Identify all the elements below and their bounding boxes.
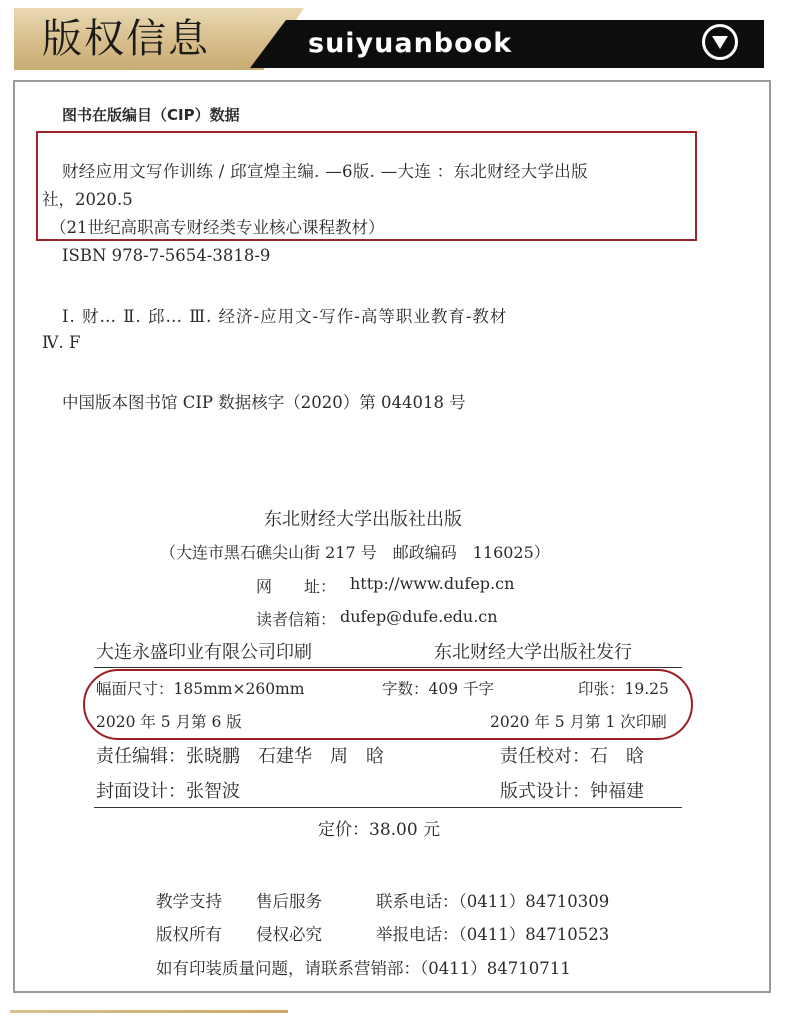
edition: 2020 年 5 月第 6 版 (96, 713, 242, 731)
page-title: 版权信息 (42, 16, 210, 62)
contact-phone-report: 举报电话：（0411）84710523 (376, 925, 610, 944)
distributor: 东北财经大学出版社发行 (434, 642, 632, 663)
word-count: 字数：409 千字 (382, 680, 495, 698)
contact-phone-support: 联系电话：（0411）84710309 (376, 892, 610, 911)
footer-accent-line (10, 1010, 288, 1013)
cip-heading: 图书在版编目（CIP）数据 (62, 106, 240, 124)
cip-title-line2: 社，2020.5 (42, 190, 133, 209)
contact-row1-a: 教学支持 (156, 892, 222, 911)
price: 定价：38.00 元 (318, 820, 441, 840)
responsible-editor: 责任编辑：张晓鹏 石建华 周 晗 (96, 746, 384, 767)
cip-title-line1: 财经应用文写作训练 / 邱宣煌主编. —6版. —大连 ：东北财经大学出版 (62, 162, 588, 181)
contact-row2-a: 版权所有 (156, 925, 222, 944)
cip-verify: 中国版本图书馆 CIP 数据核字（2020）第 044018 号 (62, 393, 466, 412)
dropdown-button[interactable] (702, 24, 738, 60)
contact-quality: 如有印装质量问题，请联系营销部：（0411）84710711 (156, 959, 571, 978)
printer: 大连永盛印业有限公司印刷 (96, 642, 312, 663)
classification-line1: Ⅰ. 财… Ⅱ. 邱… Ⅲ. 经济-应用文-写作-高等职业教育-教材 (62, 307, 508, 326)
cip-highlight-box (36, 131, 697, 241)
format-size: 幅面尺寸：185mm×260mm (96, 680, 305, 698)
classification-line2: Ⅳ. F (42, 333, 81, 352)
printing: 2020 年 5 月第 1 次印刷 (490, 713, 667, 731)
email-label: 读者信箱： (256, 610, 337, 629)
proofreader: 责任校对：石 晗 (500, 746, 644, 767)
contact-row1-b: 售后服务 (256, 892, 322, 911)
email-link[interactable]: dufep@dufe.edu.cn (340, 607, 498, 626)
layout-designer: 版式设计：钟福建 (500, 781, 644, 802)
cover-designer: 封面设计：张智波 (96, 781, 240, 802)
brand-name: suiyuanbook (308, 28, 513, 59)
cip-series: （21世纪高职高专财经类专业核心课程教材） (50, 218, 385, 237)
divider-bottom (94, 807, 682, 808)
contact-row2-b: 侵权必究 (256, 925, 322, 944)
publisher-address: （大连市黑石礁尖山街 217 号 邮政编码 116025） (160, 543, 550, 562)
chevron-down-icon (712, 36, 728, 50)
header-banner (0, 0, 800, 74)
isbn: ISBN 978-7-5654-3818-9 (62, 246, 271, 265)
website-label: 网 址： (256, 577, 337, 596)
printed-sheets: 印张：19.25 (578, 680, 669, 698)
publisher-name: 东北财经大学出版社出版 (264, 509, 462, 530)
website-link[interactable]: http://www.dufep.cn (350, 574, 515, 593)
divider-top (94, 667, 682, 668)
